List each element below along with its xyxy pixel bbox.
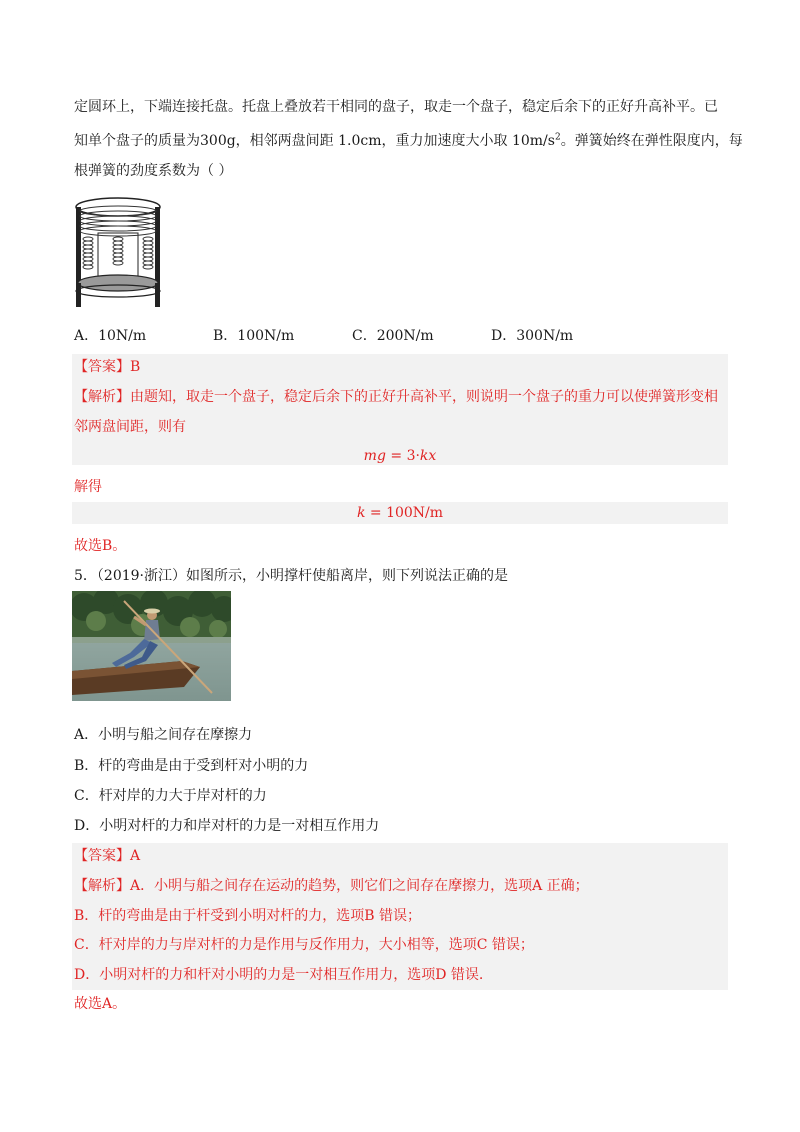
q5-option-d: D．小明对杆的力和岸对杆的力是一对相互作用力	[74, 818, 380, 834]
q4-option-d: D．300N/m	[491, 328, 574, 344]
q4-analysis-line1: 【解析】由题知，取走一个盘子，稳定后余下的正好升高补平，则说明一个盘子的重力可以使弹簧形变相	[74, 389, 718, 405]
boat-pole-photo	[72, 591, 231, 701]
q4-stem-superscript: 2	[554, 132, 561, 143]
formula1-rhs-var: kx	[419, 448, 437, 464]
q5-analysis-c: C．杆对岸的力与岸对杆的力是作用与反作用力，大小相等，选项C 错误；	[74, 937, 534, 953]
q5-option-b: B．杆的弯曲是由于受到杆对小明的力	[74, 758, 309, 774]
formula2-lhs: k	[356, 505, 366, 521]
q4-analysis-line2: 邻两盘间距，则有	[74, 419, 186, 435]
q5-conclusion: 故选A。	[74, 996, 127, 1012]
q4-stem-line2	[74, 131, 743, 151]
formula2-rhs: 100N/m	[386, 505, 444, 521]
q4-conclusion: 故选B。	[74, 538, 127, 554]
q4-stem-line2-text: 知单个盘子的质量为300g，相邻两盘间距 1.0cm，重力加速度大小取 10m/s	[74, 133, 555, 149]
q4-stem-line2-tail: 。弹簧始终在弹性限度内，每	[560, 133, 743, 149]
q4-solve-label: 解得	[74, 479, 102, 495]
q4-formula-1	[72, 446, 728, 466]
q4-option-b: B．100N/m	[213, 328, 295, 344]
q5-option-c: C．杆对岸的力大于岸对杆的力	[74, 788, 267, 804]
q5-answer: 【答案】A	[74, 848, 141, 864]
formula1-rhs-num: 3·	[406, 448, 420, 464]
q5-analysis-d: D．小明对杆的力和杆对小明的力是一对相互作用力，选项D 错误.	[74, 967, 484, 983]
q4-option-a: A．10N/m	[74, 328, 147, 344]
q4-option-c: C．200N/m	[352, 328, 434, 344]
q4-stem-line1: 定圆环上，下端连接托盘。托盘上叠放若干相同的盘子，取走一个盘子，稳定后余下的正好升高补平。已	[74, 99, 718, 115]
formula1-eq: =	[385, 448, 407, 464]
q5-analysis-a: 【解析】A．小明与船之间存在运动的趋势，则它们之间存在摩擦力，选项A 正确；	[74, 878, 589, 894]
q4-stem-line3: 根弹簧的劲度系数为（ ）	[74, 163, 233, 179]
q4-answer: 【答案】B	[74, 359, 141, 375]
formula1-lhs: mg	[363, 448, 386, 464]
q5-stem: 5．（2019·浙江）如图所示，小明撑杆使船离岸，则下列说法正确的是	[74, 568, 508, 584]
q5-option-a: A．小明与船之间存在摩擦力	[74, 727, 253, 743]
q5-analysis-b: B．杆的弯曲是由于杆受到小明对杆的力，选项B 错误；	[74, 908, 422, 924]
q4-formula-2	[72, 503, 728, 523]
spring-apparatus-figure	[72, 193, 164, 311]
formula2-eq: =	[365, 505, 387, 521]
